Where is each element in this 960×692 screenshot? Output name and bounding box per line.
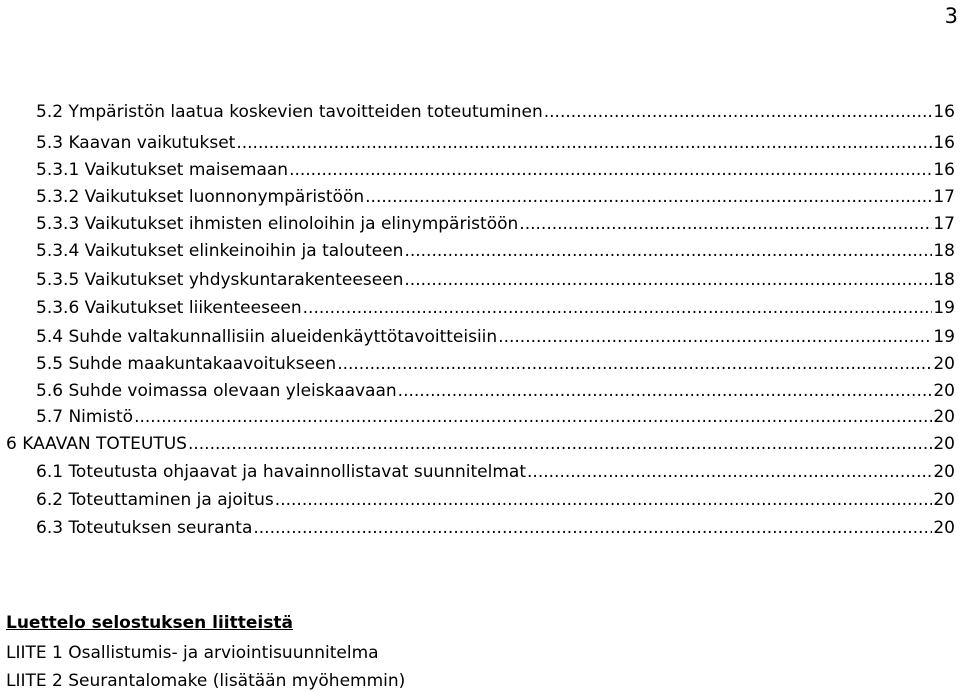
toc-entry-page: 16 <box>933 160 955 180</box>
toc-entry-page: 17 <box>933 214 955 234</box>
toc-entry <box>6 433 955 455</box>
toc-entry-page: 20 <box>933 462 955 482</box>
toc-entry <box>36 406 955 428</box>
toc-entry-label: 6.1 Toteutusta ohjaavat ja havainnollistavat suunnitelmat <box>36 462 527 482</box>
toc-entry-label: 5.3.5 Vaikutukset yhdyskuntarakenteeseen <box>36 270 404 290</box>
toc-entry-page: 20 <box>933 434 955 454</box>
toc-entry <box>36 353 955 375</box>
toc-dot-leader <box>404 269 932 291</box>
toc-entry <box>36 489 955 511</box>
toc-entry-page: 20 <box>933 490 955 510</box>
toc-entry <box>36 159 955 181</box>
toc-entry-label: 5.3.3 Vaikutukset ihmisten elinoloihin ja elinympäristöön <box>36 214 519 234</box>
toc-entry-label: 5.2 Ympäristön laatua koskevien tavoitteiden toteutuminen <box>36 102 543 122</box>
toc-entry-label: 5.3.6 Vaikutukset liikenteeseen <box>36 298 302 318</box>
toc-dot-leader <box>236 132 932 154</box>
toc-entry <box>36 101 955 123</box>
toc-entry <box>36 269 955 291</box>
toc-entry <box>36 132 955 154</box>
toc-dot-leader <box>519 213 932 235</box>
toc-entry-label: 6.2 Toteuttaminen ja ajoitus <box>36 490 274 510</box>
toc-entry-page: 19 <box>933 327 955 347</box>
toc-dot-leader <box>404 240 932 262</box>
toc-entry-label: 5.7 Nimistö <box>36 407 134 427</box>
toc-entry <box>36 240 955 262</box>
page-number: 3 <box>944 4 958 28</box>
toc-entry-label: 6 KAAVAN TOTEUTUS <box>6 434 187 454</box>
toc-entry <box>36 186 955 208</box>
toc-dot-leader <box>544 101 933 123</box>
appendix-item: LIITE 2 Seurantalomake (lisätään myöhemmin) <box>6 671 406 691</box>
toc-entry <box>36 461 955 483</box>
toc-dot-leader <box>398 380 933 402</box>
toc-entry-page: 20 <box>933 518 955 538</box>
appendix-item: LIITE 1 Osallistumis- ja arviointisuunnitelma <box>6 643 379 663</box>
toc-entry-label: 5.4 Suhde valtakunnallisiin alueidenkäyttötavoitteisiin <box>36 327 498 347</box>
toc-entry-page: 20 <box>933 354 955 374</box>
toc-dot-leader <box>527 461 932 483</box>
toc-entry-page: 17 <box>933 187 955 207</box>
toc-entry-label: 5.5 Suhde maakuntakaavoitukseen <box>36 354 337 374</box>
toc-entry <box>36 213 955 235</box>
toc-entry-page: 19 <box>933 298 955 318</box>
toc-dot-leader <box>275 489 933 511</box>
toc-entry <box>36 380 955 402</box>
toc-dot-leader <box>498 326 932 348</box>
toc-dot-leader <box>289 159 932 181</box>
toc-entry-page: 16 <box>933 133 955 153</box>
toc-entry-label: 5.6 Suhde voimassa olevaan yleiskaavaan <box>36 381 397 401</box>
toc-entry-page: 16 <box>933 102 955 122</box>
toc-dot-leader <box>188 433 932 455</box>
toc-entry-page: 20 <box>933 381 955 401</box>
toc-dot-leader <box>134 406 932 428</box>
appendix-list-heading: Luettelo selostuksen liitteistä <box>6 613 293 633</box>
toc-dot-leader <box>337 353 932 375</box>
toc-entry <box>36 517 955 539</box>
toc-entry-page: 18 <box>933 270 955 290</box>
toc-entry-label: 5.3.1 Vaikutukset maisemaan <box>36 160 289 180</box>
toc-dot-leader <box>253 517 932 539</box>
toc-dot-leader <box>365 186 932 208</box>
toc-entry-label: 5.3.2 Vaikutukset luonnonympäristöön <box>36 187 365 207</box>
toc-entry-label: 5.3.4 Vaikutukset elinkeinoihin ja talouteen <box>36 241 404 261</box>
toc-entry-page: 20 <box>933 407 955 427</box>
toc-entry-page: 18 <box>933 241 955 261</box>
toc-entry <box>36 326 955 348</box>
toc-entry <box>36 297 955 319</box>
toc-entry-label: 5.3 Kaavan vaikutukset <box>36 133 236 153</box>
toc-dot-leader <box>303 297 933 319</box>
toc-entry-label: 6.3 Toteutuksen seuranta <box>36 518 253 538</box>
